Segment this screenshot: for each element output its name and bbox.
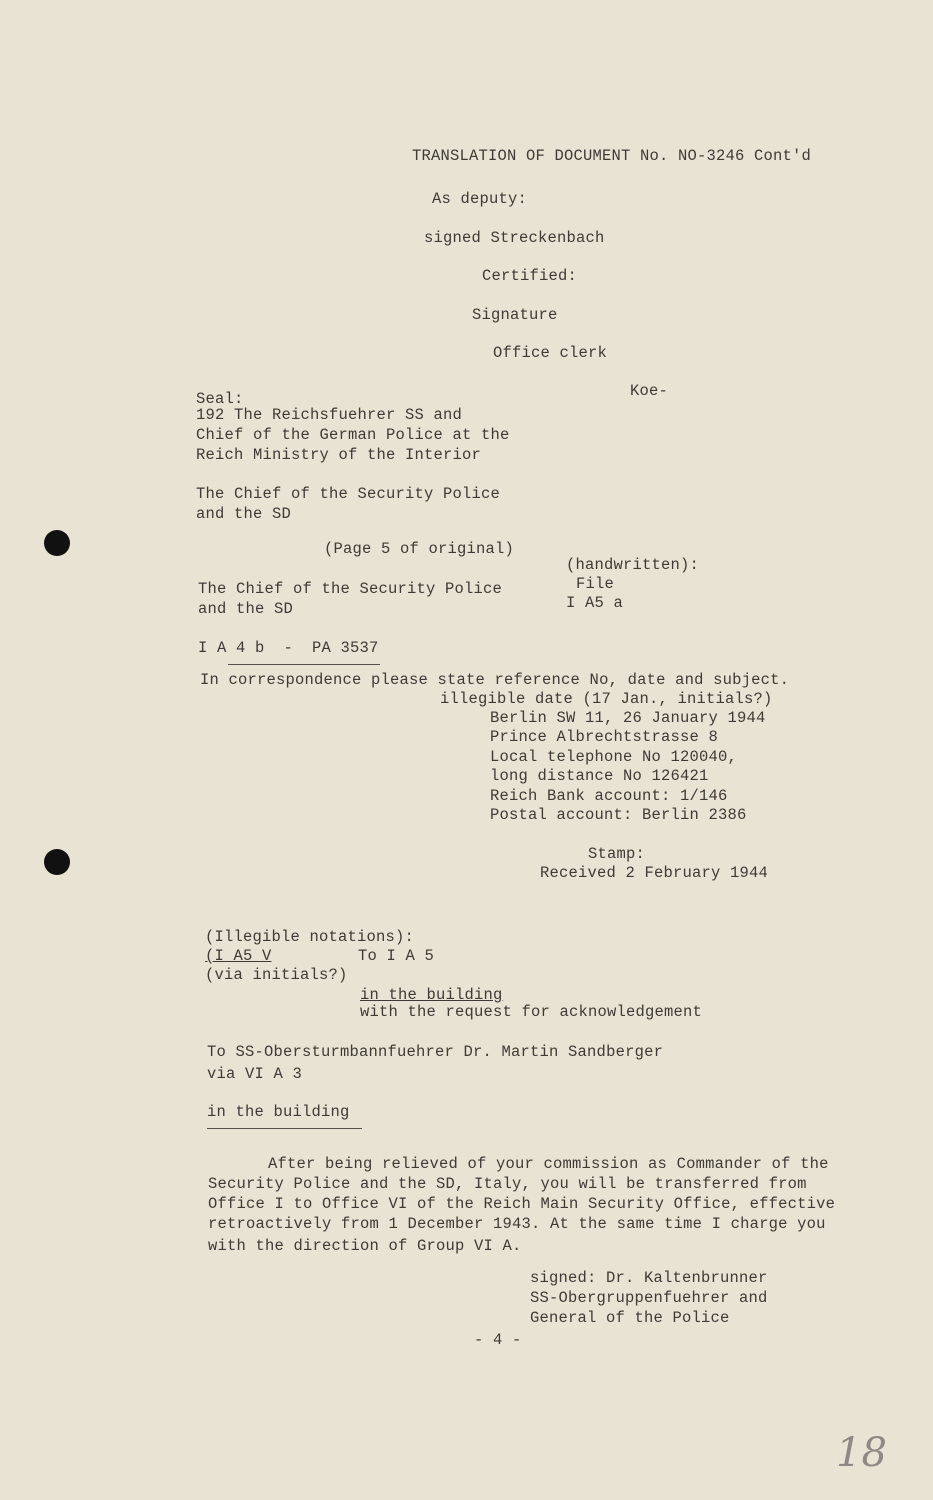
- handwritten-ref: I A5 a: [566, 594, 624, 612]
- handwritten-page-number: 18: [836, 1430, 887, 1476]
- seal-line-3: Reich Ministry of the Interior: [196, 446, 482, 464]
- handwritten-label: (handwritten):: [566, 556, 700, 574]
- letterhead-line-2: and the SD: [198, 600, 294, 618]
- letterhead-line-1: The Chief of the Security Police: [198, 580, 503, 598]
- body-line-3: Office I to Office VI of the Reich Main Security Office, effective: [208, 1195, 836, 1213]
- page-number: - 4 -: [474, 1331, 522, 1349]
- signature-line: Signature: [472, 306, 558, 324]
- seal-line-2: Chief of the German Police at the: [196, 426, 510, 444]
- correspondence-line: In correspondence please state reference No, date and subject.: [200, 671, 790, 689]
- body-line-5: with the direction of Group VI A.: [208, 1237, 522, 1255]
- reference-underline: [228, 664, 380, 665]
- notations-via: (via initials?): [205, 966, 348, 984]
- stamp-received: Received 2 February 1944: [540, 864, 769, 882]
- koe-line: Koe-: [630, 382, 669, 400]
- certified-line: Certified:: [482, 267, 578, 285]
- handwritten-file: File: [576, 575, 615, 593]
- address-line-6: Postal account: Berlin 2386: [490, 806, 747, 824]
- punch-hole-bottom: [44, 849, 70, 875]
- document-title: TRANSLATION OF DOCUMENT No. NO-3246 Cont'd: [412, 147, 812, 165]
- addressee-line-1: To SS-Obersturmbannfuehrer Dr. Martin Sandberger: [207, 1043, 664, 1061]
- deputy-line: As deputy:: [432, 190, 528, 208]
- body-line-2: Security Police and the SD, Italy, you will be transferred from: [208, 1175, 807, 1193]
- notations-label: (Illegible notations):: [205, 928, 415, 946]
- seal-chief-line-2: and the SD: [196, 505, 292, 523]
- punch-hole-top: [44, 530, 70, 556]
- addressee-building: in the building: [207, 1103, 350, 1121]
- address-line-4: long distance No 126421: [490, 767, 709, 785]
- closing-line-1: signed: Dr. Kaltenbrunner: [530, 1269, 768, 1287]
- seal-label: Seal:: [196, 390, 244, 408]
- address-line-1: Berlin SW 11, 26 January 1944: [490, 709, 766, 727]
- notations-to: To I A 5: [358, 947, 435, 965]
- seal-chief-line-1: The Chief of the Security Police: [196, 485, 501, 503]
- building-underline: [207, 1128, 362, 1129]
- notations-request: with the request for acknowledgement: [360, 1003, 703, 1021]
- closing-line-2: SS-Obergruppenfuehrer and: [530, 1289, 768, 1307]
- stamp-label: Stamp:: [588, 845, 646, 863]
- address-line-2: Prince Albrechtstrasse 8: [490, 728, 719, 746]
- office-clerk-line: Office clerk: [493, 344, 608, 362]
- notations-ref: (I A5 V: [205, 947, 272, 965]
- addressee-line-2: via VI A 3: [207, 1065, 303, 1083]
- reference-number: I A 4 b - PA 3537: [198, 639, 379, 657]
- signed-line: signed Streckenbach: [424, 229, 605, 247]
- illegible-date-line: illegible date (17 Jan., initials?): [440, 690, 773, 708]
- body-line-4: retroactively from 1 December 1943. At the same time I charge you: [208, 1215, 826, 1233]
- address-line-5: Reich Bank account: 1/146: [490, 787, 728, 805]
- page-marker: (Page 5 of original): [324, 540, 515, 558]
- notations-building: in the building: [360, 986, 503, 1004]
- body-line-1: After being relieved of your commission as Commander of the: [268, 1155, 829, 1173]
- closing-line-3: General of the Police: [530, 1309, 730, 1327]
- address-line-3: Local telephone No 120040,: [490, 748, 738, 766]
- seal-line-1: 192 The Reichsfuehrer SS and: [196, 406, 463, 424]
